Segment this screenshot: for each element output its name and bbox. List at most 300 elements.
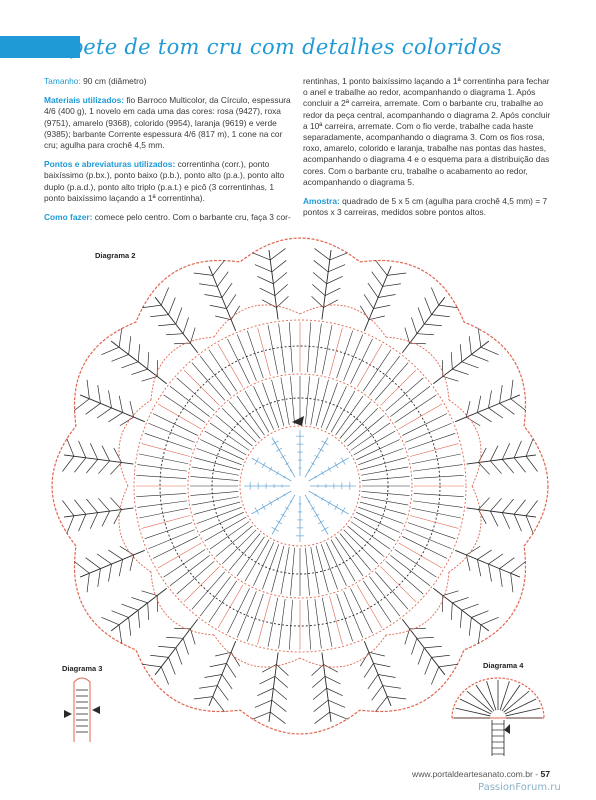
leaf-vein (375, 260, 387, 275)
leaf-vein (120, 546, 134, 555)
stitch-post (262, 544, 278, 589)
leaf-vein (204, 295, 221, 298)
center-stitch (252, 491, 292, 514)
leaf-vein (425, 657, 432, 674)
stitch-post (405, 530, 451, 549)
center-crossbar (341, 458, 345, 465)
footer-site: www.portaldeartesanato.com.br (412, 769, 533, 779)
leaf-stem (64, 508, 133, 517)
leaf-vein (313, 688, 327, 699)
size-label: Tamanho: (44, 76, 81, 86)
center-crossbar (335, 504, 338, 510)
leaf-vein (148, 603, 149, 620)
leaf-vein (102, 511, 110, 526)
stem-lines (492, 720, 504, 756)
leaf-vein (328, 700, 345, 707)
leaf-vein (87, 380, 89, 399)
materials-text: fio Barroco Multicolor, da Círculo, espessura 4/6 (400 g), 1 novelo em cada uma das cores: rosa (9427), roxa (9751), amarelo (9368), colorido (9954), laranja (9619) e verde (9385); barbante Corrente espessura 4/6 (817 m), 1 cone na cor cru; agulha para crochê 4,5 mm. (44, 95, 291, 151)
leaf-vein (255, 265, 272, 272)
leaf-vein (378, 295, 395, 298)
leaf-vein (418, 308, 424, 325)
leaf-vein (79, 514, 86, 531)
leaf-vein (325, 288, 340, 296)
leaf-vein (330, 253, 348, 260)
leaf-vein (442, 360, 443, 376)
center-crossbar (328, 467, 331, 472)
leaf-vein (272, 700, 286, 711)
leaf-vein (514, 500, 525, 514)
leaf-vein (132, 597, 148, 602)
leaf-vein (460, 344, 462, 362)
footer-separator: - (532, 769, 541, 779)
leaf-vein (98, 461, 109, 474)
leaf-vein (161, 288, 168, 306)
watermark: PassionForum.ru (478, 782, 561, 793)
stitch-post (148, 423, 194, 442)
stitch-post (218, 344, 243, 387)
leaf-vein (424, 324, 442, 326)
leaf-vein (194, 697, 213, 699)
leaf-stem (467, 508, 536, 517)
leaf-vein (262, 664, 276, 672)
leaf-vein (451, 352, 452, 369)
stitch-post (307, 600, 310, 650)
leaf-vein (514, 441, 521, 458)
leaf-vein (466, 401, 470, 417)
stitch-post (410, 444, 458, 457)
leaf-stem (209, 266, 236, 331)
leaf-vein (257, 688, 273, 695)
leaf-vein (323, 664, 337, 672)
leaf-stem (402, 619, 445, 675)
leaf-vein (462, 362, 479, 368)
center-crossbar (255, 507, 259, 514)
stitch-post (315, 323, 322, 373)
center-stitch (309, 458, 349, 481)
leaf-vein (130, 555, 134, 571)
leaf-vein (138, 344, 140, 362)
center-stitch (272, 438, 295, 478)
leaf-vein (183, 638, 188, 654)
stitch-post (315, 599, 322, 649)
leaf-vein (260, 288, 275, 296)
leaf-vein (314, 700, 328, 711)
leaf-vein (469, 336, 471, 354)
leaf-stem (80, 550, 145, 577)
center-crossbar (255, 458, 259, 465)
leaf-vein (112, 611, 129, 618)
leaf-vein (90, 513, 97, 529)
leaf-vein (119, 559, 122, 576)
center-crossbar (262, 504, 265, 510)
leaf-vein (469, 617, 471, 635)
leaf-vein (514, 514, 521, 531)
leaf-vein (108, 413, 122, 422)
leaf-vein (327, 276, 343, 283)
leaf-vein (387, 273, 406, 275)
leaf-vein (375, 697, 387, 712)
stitch-post (311, 378, 319, 425)
leaf-vein (157, 360, 158, 376)
leaf-vein (174, 343, 190, 344)
center-crossbar (315, 455, 320, 458)
leaf-vein (526, 456, 538, 471)
center-crossbar (281, 455, 286, 458)
stitch-post (408, 433, 455, 449)
leaf-vein (431, 655, 449, 657)
leaf-vein (215, 652, 231, 656)
stitch-post (361, 497, 408, 505)
leaf-vein (142, 664, 161, 667)
center-crossbar (341, 507, 345, 514)
leaf-vein (511, 573, 513, 592)
leaf-vein (372, 272, 383, 287)
leaf-vein (478, 625, 481, 644)
leaf-vein (150, 655, 168, 657)
leaf-stem (364, 641, 391, 706)
leaf-vein (312, 676, 325, 687)
leaf-vein (490, 461, 501, 474)
howto-text: comece pelo centro. Com o barbante cru, faça 3 cor- (92, 212, 291, 223)
center-crossbar (335, 462, 338, 468)
leaf-vein (481, 617, 499, 624)
stitches-text: correntinha (corr.), ponto baixíssimo (p.bx.), ponto baixo (p.b.), ponto alto (p.a.), ponto alto duplo (p.a.d.), ponto alto triplo (p.a.t.) e picô (3 correntinhas, 1 ponto baixíssimo laçando a 1ª correntinha). (44, 159, 285, 203)
center-stitch (252, 458, 292, 481)
leaf-vein (67, 516, 74, 534)
leaf-vein (210, 305, 227, 308)
stitch-post (194, 458, 240, 470)
leaf-vein (488, 390, 491, 407)
leaf-vein (439, 664, 458, 667)
leaf-vein (260, 676, 275, 684)
leaf-vein (62, 500, 74, 515)
leaf-vein (372, 686, 383, 701)
leaf-stem (455, 395, 520, 422)
leaf-vein (199, 686, 217, 689)
stitch-post (137, 465, 187, 472)
leaf-vein (452, 369, 468, 374)
leaf-vein (213, 260, 225, 275)
leaf-vein (108, 550, 122, 559)
leaf-vein (431, 315, 449, 317)
leaf-stem (433, 341, 489, 384)
leaf-vein (142, 305, 161, 308)
leaf-vein (488, 408, 502, 418)
stitch-post (362, 491, 410, 495)
leaf-vein (368, 674, 378, 688)
stitch-post (148, 530, 194, 549)
leaf-vein (502, 459, 513, 473)
leaf-vein (227, 294, 236, 308)
stitch-post (272, 546, 284, 592)
leaf-vein (98, 498, 109, 511)
leaf-vein (158, 646, 176, 648)
diagram2-label: Diagrama 2 (95, 251, 136, 260)
center-crossbar (272, 527, 279, 531)
leaf-vein (166, 637, 183, 638)
center-crossbar (276, 521, 282, 524)
stitch-post (413, 465, 463, 472)
leaf-vein (452, 597, 468, 602)
stitch-post (316, 546, 328, 592)
leaf-stem (364, 266, 391, 331)
leaf-vein (312, 664, 324, 675)
stitch-post (405, 423, 451, 442)
leaf-vein (378, 674, 395, 677)
leaf-vein (466, 417, 480, 426)
stitch-post (247, 594, 263, 641)
leaf-vein (114, 509, 122, 523)
leaf-vein (204, 674, 221, 677)
fan-stitch (455, 708, 490, 716)
leaf-vein (270, 248, 285, 260)
leaf-vein (98, 569, 101, 587)
leaf-vein (500, 403, 515, 414)
leaf-stem (111, 588, 167, 631)
stitch-post (337, 331, 353, 378)
fan-stitch (504, 691, 529, 712)
leaf-vein (511, 561, 526, 573)
leaf-vein (431, 288, 438, 306)
leaf-vein (460, 610, 462, 628)
stitch-post (402, 413, 447, 435)
leaf-vein (86, 499, 97, 513)
leaf-vein (161, 667, 168, 685)
leaf-vein (102, 347, 120, 354)
leaf-vein (369, 316, 385, 320)
stitch-post (357, 585, 382, 628)
leaf-vein (122, 604, 139, 610)
leaf-vein (417, 334, 434, 335)
leaf-vein (122, 362, 139, 368)
leaf-vein (383, 686, 401, 689)
leaf-stem (155, 619, 198, 675)
stitch-post (414, 493, 464, 496)
leaf-vein (502, 513, 509, 529)
leaf-stem (455, 550, 520, 577)
leaf-vein (471, 355, 488, 362)
leaf-vein (169, 657, 176, 674)
leaf-vein (273, 272, 287, 283)
stitch-post (358, 448, 403, 464)
leaf-vein (478, 498, 489, 510)
fan-stitch (505, 699, 536, 714)
leaf-vein (490, 498, 501, 511)
stitch-post (237, 591, 256, 637)
leaf-vein (270, 712, 285, 724)
leaf-vein (217, 686, 228, 701)
leaf-vein (328, 265, 345, 272)
leaf-vein (272, 260, 286, 271)
stitch-post (139, 454, 188, 464)
fan-stitch (460, 699, 491, 714)
stitch-post (272, 380, 284, 426)
leaf-vein (425, 298, 432, 315)
page-title: Tapete de tom cru com detalhes coloridos (44, 35, 502, 59)
stitch-post (322, 325, 332, 374)
stitch-post (305, 376, 309, 424)
leaf-stem (64, 455, 133, 464)
leaf-vein (490, 511, 498, 526)
size-value: 90 cm (diâmetro) (80, 76, 147, 86)
stitch-post (402, 536, 447, 558)
center-crossbar (321, 441, 328, 445)
leaf-vein (477, 396, 480, 413)
leaf-vein (86, 459, 97, 473)
stitch-post (360, 502, 406, 514)
leaf-vein (514, 458, 525, 472)
stitch-post (412, 508, 461, 518)
leaf-vein (199, 284, 217, 287)
leaf-vein (273, 688, 287, 699)
leaf-vein (231, 306, 240, 320)
leaf-vein (383, 284, 401, 287)
leaf-vein (477, 550, 491, 559)
leaf-vein (255, 700, 272, 707)
leaf-vein (478, 448, 486, 462)
leaf-vein (129, 336, 131, 354)
stitch-post (357, 344, 382, 387)
stitch-post (362, 476, 410, 480)
crochet-diagram-3 (62, 676, 102, 746)
leaf-vein (217, 272, 228, 287)
leaf-vein (227, 663, 236, 677)
leaf-vein (411, 318, 416, 334)
stitch-post (344, 334, 363, 380)
sample-label: Amostra: (303, 196, 340, 207)
stitch-post (142, 516, 190, 529)
leaf-vein (462, 604, 479, 610)
fan-stitch (500, 681, 509, 710)
leaf-vein (98, 385, 101, 403)
stitch-post (414, 475, 464, 478)
leaf-vein (477, 559, 480, 576)
stitch-post (190, 491, 238, 495)
sample-text: quadrado de 5 x 5 cm (agulha para crochê 4,5 mm) = 7 pontos x 3 carreiras, medidos sobre pontos altos. (303, 196, 548, 218)
leaf-vein (478, 463, 489, 475)
diagram4-label: Diagrama 4 (483, 661, 524, 670)
leaf-vein (110, 498, 121, 510)
stitch-post (281, 378, 289, 425)
leaf-vein (215, 316, 231, 320)
stitch-post (194, 502, 240, 514)
stitch-post (192, 497, 239, 505)
center-crossbar (269, 467, 272, 472)
leaf-vein (500, 385, 503, 403)
stitch-post (361, 467, 408, 475)
leaf-vein (97, 408, 111, 418)
leaf-stem (111, 341, 167, 384)
leaf-vein (511, 380, 513, 399)
leaf-vein (373, 305, 390, 308)
leaf-vein (325, 676, 340, 684)
leaf-vein (323, 300, 337, 308)
stitch-post (192, 467, 239, 475)
fan-stitch (476, 685, 494, 711)
fan-stitch (487, 681, 496, 710)
leaf-vein (312, 284, 325, 295)
leaf-vein (490, 446, 498, 461)
leaf-vein (488, 564, 491, 581)
leaf-vein (222, 674, 232, 688)
leaf-vein (410, 343, 426, 344)
materials-label: Materiais utilizados: (44, 95, 125, 106)
center-crossbar (276, 448, 282, 451)
leaf-vein (150, 315, 168, 317)
leaf-vein (86, 558, 101, 569)
leaf-vein (511, 399, 526, 411)
leaf-vein (275, 284, 288, 295)
fan-stitch (467, 691, 492, 712)
leaf-vein (132, 369, 148, 374)
stitch-post (145, 523, 192, 539)
stitch-post (190, 476, 238, 480)
stitch-post (136, 493, 186, 496)
leaf-vein (411, 638, 416, 654)
leaf-vein (119, 328, 122, 347)
stitch-post (337, 594, 353, 641)
leaf-vein (119, 625, 122, 644)
leaf-vein (129, 617, 131, 635)
stitch-post (281, 547, 289, 594)
stitch-post (227, 588, 249, 633)
leaf-vein (148, 352, 149, 369)
page-number: 57 (540, 769, 551, 779)
stitch-post (258, 328, 271, 376)
leaf-vein (451, 603, 452, 620)
leaf-vein (262, 300, 276, 308)
stitch-post (413, 501, 463, 508)
leaf-vein (368, 283, 378, 297)
center-stitch (305, 438, 328, 478)
leaf-vein (166, 334, 183, 335)
stitch-post (237, 334, 256, 380)
leaf-vein (176, 308, 182, 325)
leaf-vein (90, 443, 97, 459)
leaf-vein (364, 294, 373, 308)
stitch-post (289, 322, 292, 372)
leaf-vein (277, 296, 289, 307)
howto-continued: rentinhas, 1 ponto baixíssimo laçando a 1ª correntinha para fechar o anel e trabalhe ao redor, acompanhando o diagrama 1. Após concluir a 2ª carreira, arremate. Com o barbante cru, trabalhe ao redor da peça central, acompanhando o diagrama 2. Após concluir a 10ª carreira, arremate. Com o fio verde, trabalhe cada haste separadamente, acompanhando o diagrama 3. Com os fios rosa, roxo, amarelo, colorido e laranja, trabalhe nas pontas das hastes, acompanhando o diagrama 4 e o esquema para a distribuição das cores. Com o barbante cru, trabalhe o acabamento ao redor, acompanhando o diagrama 5. (303, 76, 551, 187)
leaf-vein (481, 347, 499, 354)
leaf-vein (466, 555, 470, 571)
leaf-vein (364, 663, 373, 677)
outer-scallop-edge (52, 238, 548, 734)
stitch-post (158, 404, 201, 429)
leaf-stem (209, 641, 236, 706)
stitch-post (311, 547, 319, 594)
leaf-vein (477, 413, 491, 422)
leaf-vein (87, 573, 89, 592)
leaf-vein (418, 648, 424, 665)
leaf-stem (322, 250, 331, 319)
leaf-vein (130, 401, 134, 417)
leaf-stem (402, 297, 445, 353)
leaf-vein (439, 305, 458, 308)
center-crossbar (269, 501, 272, 506)
leaf-vein (109, 390, 112, 407)
stitches-label: Pontos e abreviaturas utilizados: (44, 159, 176, 170)
leaf-vein (417, 637, 434, 638)
leaf-vein (157, 596, 158, 612)
leaf-stem (269, 653, 278, 722)
leaf-vein (500, 569, 503, 587)
leaf-vein (210, 663, 227, 666)
leaf-vein (158, 324, 176, 326)
leaf-vein (112, 355, 129, 362)
leaf-vein (74, 561, 89, 573)
leaf-vein (424, 646, 442, 648)
